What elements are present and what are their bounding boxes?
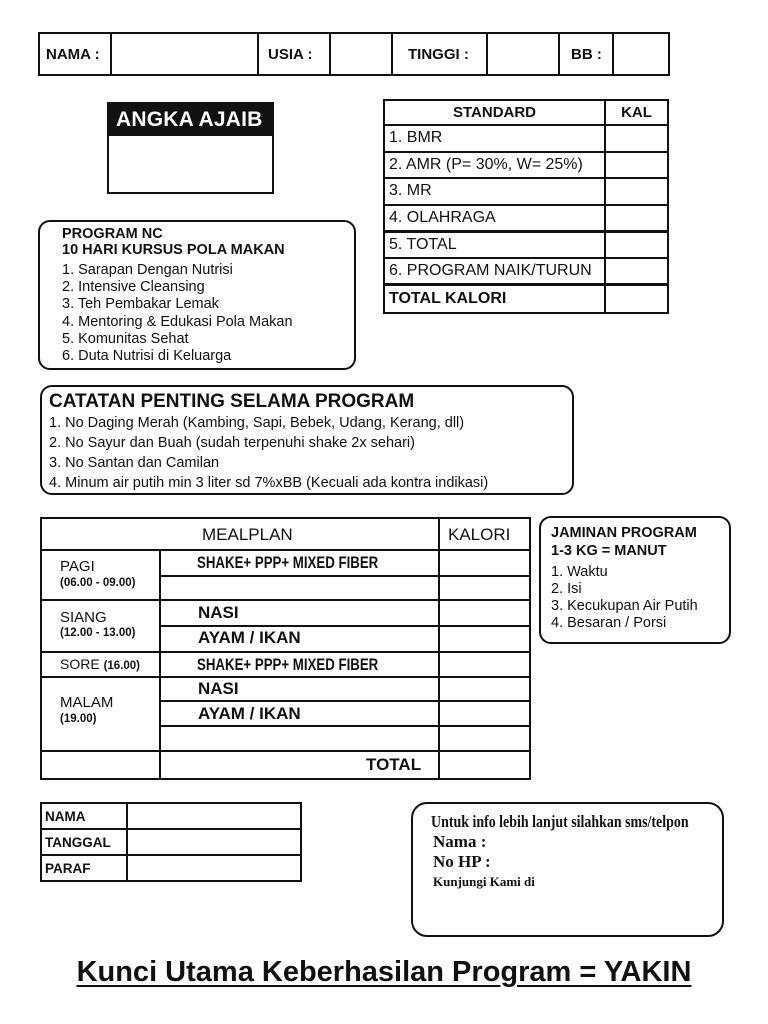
- standard-row: 1. BMR: [384, 125, 605, 152]
- standard-header: STANDARD: [384, 100, 605, 125]
- list-item: 1. Waktu: [551, 564, 608, 580]
- tinggi-field[interactable]: [488, 34, 560, 74]
- mealplan-total-label: TOTAL: [366, 755, 422, 774]
- sign-tanggal-label: TANGGAL: [41, 829, 127, 855]
- pagi-label: PAGI: [60, 558, 95, 575]
- standard-table: [383, 99, 669, 314]
- nama-label: NAMA :: [40, 34, 112, 74]
- contact-info-box: [411, 802, 724, 937]
- kal-cell[interactable]: [605, 231, 668, 258]
- siang-nasi: NASI: [198, 603, 239, 622]
- client-info-row: [38, 32, 670, 76]
- sore-label-text: SORE: [60, 656, 100, 672]
- list-item: 6. Duta Nutrisi di Keluarga: [62, 348, 232, 365]
- mealplan-table: [40, 517, 531, 780]
- nama-field[interactable]: [112, 34, 259, 74]
- kal-cell[interactable]: [605, 284, 668, 313]
- list-item: 3. Teh Pembakar Lemak: [62, 296, 219, 313]
- bb-field[interactable]: [614, 34, 668, 74]
- contact-phone-label: No HP :: [433, 852, 491, 871]
- signature-table: [40, 802, 302, 882]
- list-item: 2. Isi: [551, 581, 582, 597]
- list-item: 3. No Santan dan Camilan: [49, 455, 220, 471]
- program-list: [62, 262, 354, 365]
- sign-paraf-label: PARAF: [41, 855, 127, 881]
- contact-name-label: Nama :: [433, 832, 487, 851]
- jaminan-box: [539, 516, 731, 644]
- sign-nama-label: NAMA: [41, 803, 127, 829]
- standard-row: 3. MR: [384, 178, 605, 205]
- footer-slogan-text: Kunci Utama Keberhasilan Program = YAKIN: [76, 956, 692, 988]
- catatan-box: [40, 385, 574, 495]
- program-title: PROGRAM NC: [62, 226, 163, 242]
- list-item: 4. Minum air putih min 3 liter sd 7%xBB (Kecuali ada kontra indikasi): [49, 475, 489, 491]
- standard-total-row: TOTAL KALORI: [384, 284, 605, 313]
- siang-time: (12.00 - 13.00): [60, 627, 136, 639]
- sign-paraf-field[interactable]: [127, 855, 301, 881]
- sore-time: (16.00): [103, 660, 141, 672]
- angka-ajaib-box: [107, 102, 274, 194]
- malam-label: MALAM: [60, 694, 114, 711]
- kal-cell[interactable]: [605, 205, 668, 232]
- jaminan-list: [551, 564, 729, 632]
- jaminan-subtitle: 1-3 KG = MANUT: [551, 543, 667, 559]
- standard-row: 5. TOTAL: [384, 231, 605, 258]
- list-item: 1. Sarapan Dengan Nutrisi: [62, 262, 233, 278]
- sign-nama-field[interactable]: [127, 803, 301, 829]
- sign-tanggal-field[interactable]: [127, 829, 301, 855]
- mealplan-header: MEALPLAN: [202, 525, 293, 544]
- list-item: 5. Komunitas Sehat: [62, 330, 189, 347]
- list-item: 2. Intensive Cleansing: [62, 279, 205, 296]
- list-item: 4. Mentoring & Edukasi Pola Makan: [62, 313, 293, 330]
- pagi-menu: SHAKE+ PPP+ MIXED FIBER: [197, 553, 379, 572]
- contact-info-heading: Untuk info lebih lanjut silahkan sms/telpon: [431, 812, 689, 831]
- malam-ayam: AYAM / IKAN: [198, 704, 301, 723]
- siang-ayam: AYAM / IKAN: [198, 628, 301, 647]
- malam-nasi: NASI: [198, 679, 239, 698]
- program-subtitle: 10 HARI KURSUS POLA MAKAN: [62, 242, 285, 258]
- kalori-header: KALORI: [448, 525, 511, 544]
- kal-cell[interactable]: [605, 258, 668, 285]
- standard-row: 4. OLAHRAGA: [384, 205, 605, 232]
- catatan-title: CATATAN PENTING SELAMA PROGRAM: [49, 391, 415, 412]
- jaminan-title: JAMINAN PROGRAM: [551, 525, 697, 541]
- sore-label: [60, 656, 140, 672]
- contact-visit-label: Kunjungi Kami di: [433, 874, 535, 889]
- sore-menu: SHAKE+ PPP+ MIXED FIBER: [197, 655, 379, 674]
- standard-row: 2. AMR (P= 30%, W= 25%): [384, 152, 605, 179]
- bb-label: BB :: [560, 34, 614, 74]
- list-item: 2. No Sayur dan Buah (sudah terpenuhi shake 2x sehari): [49, 435, 415, 451]
- kal-cell[interactable]: [605, 178, 668, 205]
- pagi-time: (06.00 - 09.00): [60, 577, 136, 589]
- angka-ajaib-title: ANGKA AJAIB: [109, 104, 272, 136]
- program-box: [38, 220, 356, 370]
- usia-label: USIA :: [259, 34, 331, 74]
- kal-cell[interactable]: [605, 152, 668, 179]
- list-item: 4. Besaran / Porsi: [551, 615, 667, 631]
- kal-cell[interactable]: [605, 125, 668, 152]
- malam-time: (19.00): [60, 713, 97, 725]
- standard-row: 6. PROGRAM NAIK/TURUN: [384, 258, 605, 285]
- siang-label: SIANG: [60, 609, 107, 626]
- usia-field[interactable]: [331, 34, 393, 74]
- footer-slogan: [0, 956, 768, 989]
- tinggi-label: TINGGI :: [393, 34, 488, 74]
- list-item: 3. Kecukupan Air Putih: [551, 598, 698, 614]
- catatan-list: [49, 413, 572, 493]
- kal-header: KAL: [605, 100, 668, 125]
- list-item: 1. No Daging Merah (Kambing, Sapi, Bebek, Udang, Kerang, dll): [49, 415, 465, 431]
